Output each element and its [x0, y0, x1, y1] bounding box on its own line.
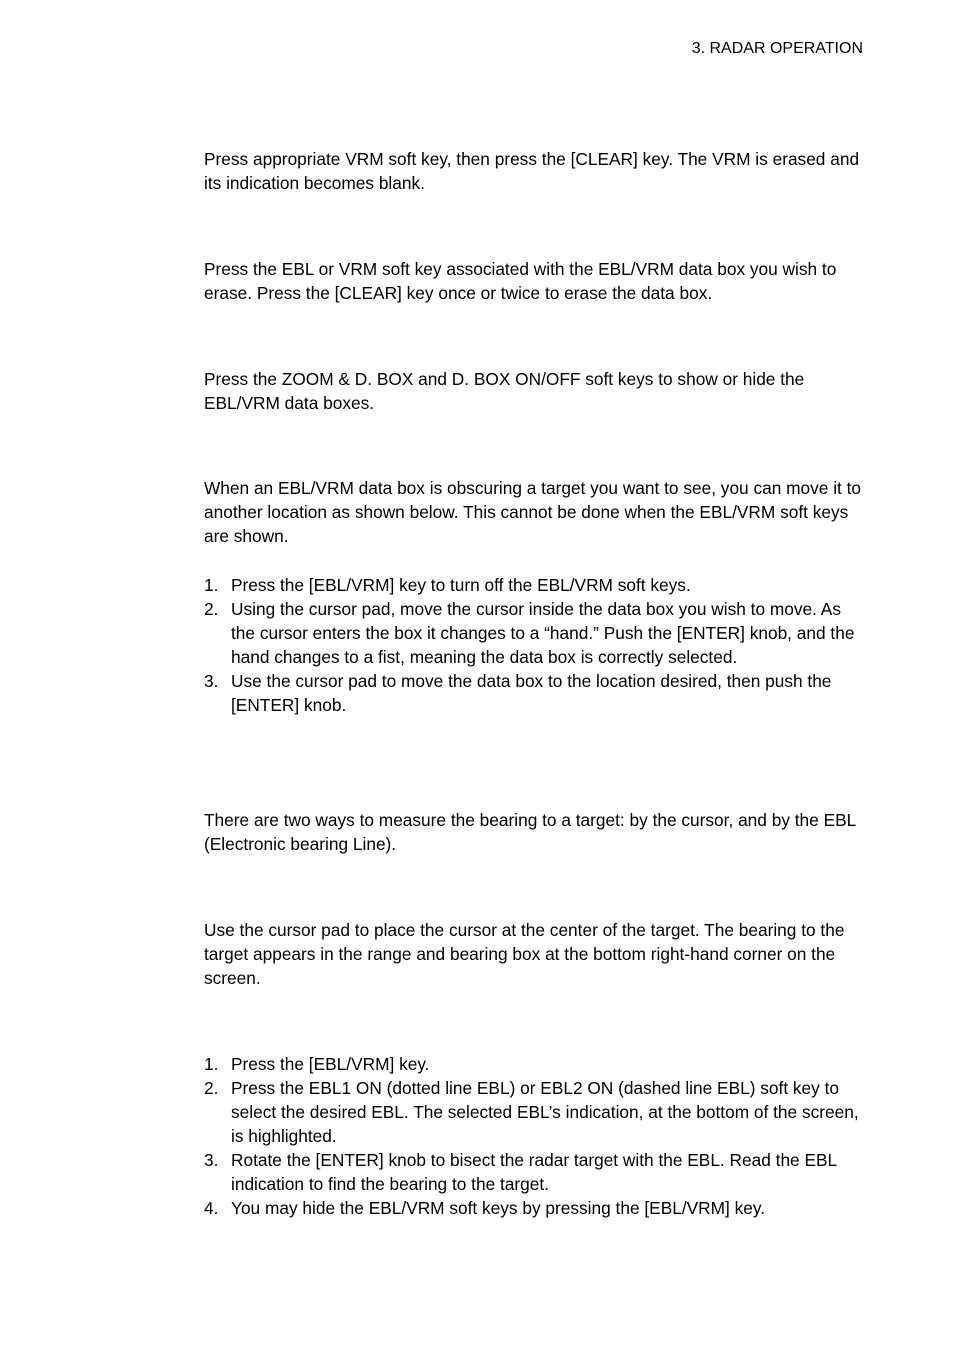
- step-number: 2.: [204, 1078, 219, 1098]
- show-hide-databox-paragraph: Press the ZOOM & D. BOX and D. BOX ON/OFF soft keys to show or hide the EBL/VRM data boxes.: [204, 369, 805, 413]
- bearing-cursor-paragraph: Use the cursor pad to place the cursor at the center of the target. The bearing to the target appears in the range and bearing box at the bottom right-hand corner on the screen.: [204, 920, 845, 988]
- step-number: 4.: [204, 1198, 219, 1218]
- ebl-bearing-steps: [204, 1052, 864, 1220]
- step-number: 3.: [204, 1150, 219, 1170]
- move-databox-steps: [204, 573, 864, 717]
- step-number: 2.: [204, 599, 219, 619]
- list-item: [204, 1148, 864, 1196]
- erase-vrm-paragraph: Press appropriate VRM soft key, then press the [CLEAR] key. The VRM is erased and its indication becomes blank.: [204, 149, 860, 193]
- list-item: [204, 1052, 864, 1076]
- step-text: Using the cursor pad, move the cursor inside the data box you wish to move. As the cursor enters the box it changes to a “hand.” Push the [ENTER] knob, and the hand changes to a fist, meaning the data box is correctly selected.: [231, 599, 855, 667]
- step-text: Rotate the [ENTER] knob to bisect the radar target with the EBL. Read the EBL indication to find the bearing to the target.: [231, 1150, 837, 1194]
- step-number: 3.: [204, 671, 219, 691]
- step-text: Use the cursor pad to move the data box to the location desired, then push the [ENTER] knob.: [231, 671, 832, 715]
- bearing-intro-paragraph: There are two ways to measure the bearing to a target: by the cursor, and by the EBL (Electronic bearing Line).: [204, 810, 856, 854]
- list-item: [204, 1076, 864, 1148]
- step-text: You may hide the EBL/VRM soft keys by pressing the [EBL/VRM] key.: [231, 1198, 766, 1218]
- list-item: [204, 1196, 864, 1220]
- list-item: [204, 597, 864, 669]
- step-text: Press the [EBL/VRM] key to turn off the EBL/VRM soft keys.: [231, 575, 691, 595]
- list-item: [204, 669, 864, 717]
- step-number: 1.: [204, 1054, 219, 1074]
- step-number: 1.: [204, 575, 219, 595]
- step-text: Press the [EBL/VRM] key.: [231, 1054, 430, 1074]
- erase-databox-paragraph: Press the EBL or VRM soft key associated with the EBL/VRM data box you wish to erase. Press the [CLEAR] key once or twice to erase the data box.: [204, 259, 837, 303]
- move-databox-paragraph: When an EBL/VRM data box is obscuring a target you want to see, you can move it to another location as shown below. This cannot be done when the EBL/VRM soft keys are shown.: [204, 478, 862, 546]
- step-text: Press the EBL1 ON (dotted line EBL) or EBL2 ON (dashed line EBL) soft key to select the desired EBL. The selected EBL’s indication, at the bottom of the screen, is highlighted.: [231, 1078, 859, 1146]
- chapter-header: 3. RADAR OPERATION: [691, 40, 863, 57]
- list-item: [204, 573, 864, 597]
